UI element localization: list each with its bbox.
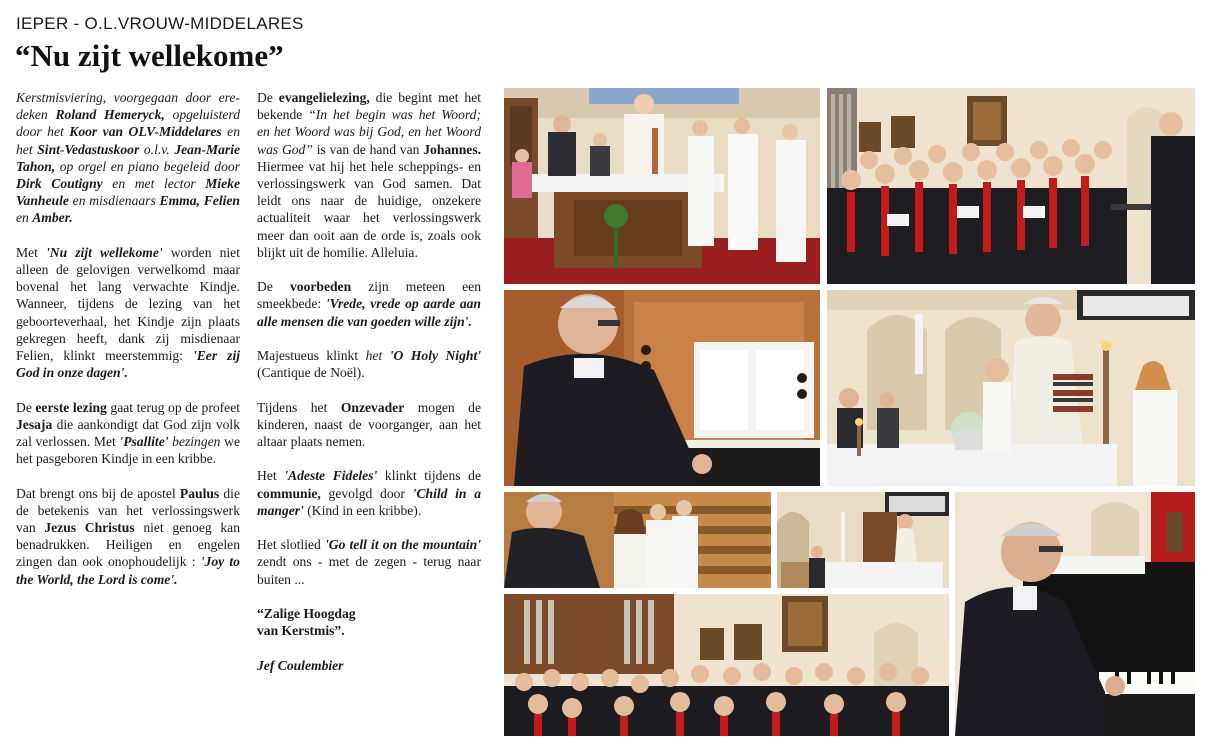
text-run: De [257,90,279,105]
text-run: De [16,399,36,415]
text-run: 'Eer zij God in onze dagen'. [16,348,240,381]
text-run: opgeluisterd door het [16,107,240,140]
author-signature: Jef Coulembier [257,657,344,673]
text-run: Tijdens het [257,399,341,415]
text-run: bezingen [168,434,221,450]
text-run: niet genoeg kan benadrukken. Heiligen en engelen zingen dan ook onophoudelijk : [16,520,241,570]
paragraph [16,399,240,468]
text-run: Roland Hemeryck, [55,107,165,123]
text-run: gevolgd door [320,485,413,501]
text-run: en het [16,124,240,157]
text-run: Paulus [179,485,220,501]
text-run: worden niet alleen de gelovigen verwelkomd maar bovenal het lang verwachte Kindje. Wanneer, tijdens de lezing van het geboorteverhaal, het Kindje zijn plaats gekregen heeft, dank zij misdienaar Felien, klinkt meerstemmig: [16,244,240,364]
text-run: Koor van OLV-Middelares [69,124,222,140]
text-run: voorbeden [289,279,352,295]
article-column-2 [257,89,481,674]
text-run: Emma, Felien [159,193,240,209]
text-run: Hiermee vat hij het hele scheppings- en verlossingswerk van God samen. Dat leidt ons naar de huidige, onzekere actualiteit waar het verlossingswerk meer dan ooit aan de orde is, zoals ook blijkt uit de homilie. Alleluia. [257,158,481,260]
text-run: 'Child in a manger' [257,485,481,518]
text-run: (Kind in een kribbe). [303,502,422,518]
text-run: is van de hand van [312,141,424,157]
text-run: “In het begin was het Woord; en het Woord was bij God, en het Woord was God” [257,107,481,157]
text-run: Met [16,244,46,260]
text-run: 'O Holy Night' [389,348,481,364]
text-run: die de betekenis van het verlossingswerk van [16,485,240,536]
closing-line: van Kerstmis”. [257,623,345,639]
text-run: en misdienaars [68,193,160,209]
text-run: Johannes. [423,141,482,157]
text-run: o.l.v. [139,141,175,157]
photo-organist [504,290,820,486]
intro-paragraph [16,89,240,227]
text-run: Kerstmisviering, voorgegaan door ere-deken [16,90,240,123]
text-run: Jean-Marie Tahon, [16,141,241,174]
photo-priest-at-altar [827,290,1195,486]
closing-greeting [257,605,481,639]
paragraph [257,399,481,451]
text-run: gaat terug op de profeet [106,399,241,415]
photo-choir-singing [504,594,949,736]
text-run: (Cantique de Noël). [257,365,365,381]
text-run: het [365,348,390,364]
text-run: klinkt tijdens de [377,468,482,484]
paragraph [257,89,481,261]
text-run: zendt ons - met de zegen - terug naar buiten ... [257,554,481,587]
text-run: 'Psallite' [119,434,169,450]
text-run: Mieke Vanheule [16,176,241,209]
text-run: Het slotlied [257,537,325,553]
closing-line: “Zalige Hoogdag [257,606,356,621]
article-column-1 [16,89,240,588]
photo-choir-conductor [827,88,1195,284]
paragraph [257,347,481,381]
text-run: Onzevader [340,399,405,415]
text-run: op orgel en piano begeleid door [55,158,240,174]
text-run: mogen de kinderen, naast de voorganger, aan het altaar plaats nemen. [257,399,481,450]
text-run: Amber. [32,210,73,226]
paragraph [257,467,481,519]
photo-congregation-pews [504,492,771,588]
text-run: 'Adeste Fideles' [284,468,378,484]
text-run: die begint met het bekende [257,90,482,123]
text-run: evangelielezing, [278,90,370,105]
text-run: zijn meteen een smeekbede: [257,279,481,312]
text-run: Het [257,468,285,484]
photo-altar-wide [777,492,949,588]
text-run: De [257,279,290,295]
text-run: eerste lezing [35,399,107,415]
text-run: 'Go tell it on the mountain' [324,537,481,553]
text-run: en [16,210,33,226]
kicker: IEPER - O.L.VROUW-MIDDELARES [16,14,304,33]
paragraph [257,278,481,330]
paragraph [257,536,481,588]
paragraph [16,244,240,382]
text-run: Jesaja [16,416,53,432]
headline: “Nu zijt wellekome” [15,38,284,73]
text-run: Jezus Christus [44,520,135,536]
text-run: Dat brengt ons bij de apostel [16,485,180,501]
text-run: en met lector [102,176,206,192]
text-run: 'Nu zijt wellekome' [46,244,163,260]
paragraph [16,485,240,588]
text-run: Majestueus klinkt [257,348,366,364]
text-run: communie, [257,485,321,501]
photo-altar-servers [504,88,820,284]
text-run: die aankondigt dat God zijn volk zal verlossen. Met [16,416,240,450]
photo-pianist [955,492,1195,736]
text-run: 'Vrede, vrede op aarde aan alle mensen die van goeden wille zijn'. [257,296,481,329]
text-run: Dirk Coutigny [16,176,103,192]
text-run: we het pasgeboren Kindje in een kribbe. [16,434,240,467]
text-run: Sint-Vedastuskoor [37,141,140,157]
text-run: 'Joy to the World, the Lord is come'. [16,554,240,587]
